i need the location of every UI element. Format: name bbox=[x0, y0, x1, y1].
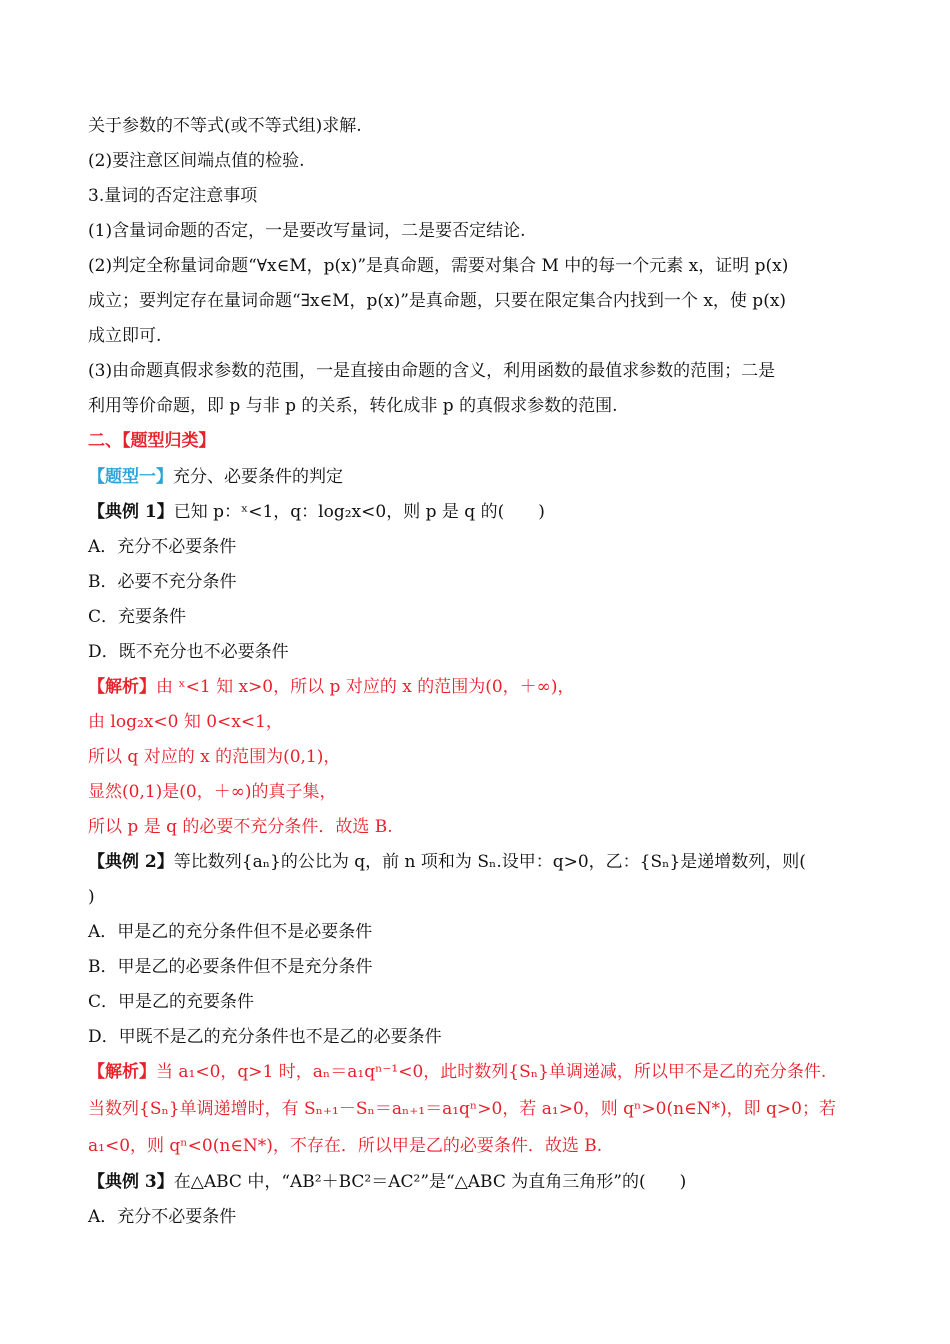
solution-line: 当数列{Sₙ}单调递增时，有 Sₙ₊₁－Sₙ＝aₙ₊₁＝a₁qⁿ>0，若 a₁>0，则 qⁿ>0(n∈N*)，即 q>0；若 bbox=[88, 1099, 836, 1119]
option-d: D．甲既不是乙的充分条件也不是乙的必要条件 bbox=[88, 1027, 442, 1047]
example-tag: 【典例 2】 bbox=[88, 852, 174, 872]
solution-line: 由 log₂x<0 知 0<x<1， bbox=[88, 712, 283, 732]
text-line: (1)含量词命题的否定，一是要改写量词，二是要否定结论. bbox=[88, 221, 526, 241]
example-2-stem bbox=[88, 851, 868, 873]
solution-line: 显然(0,1)是(0，＋∞)的真子集， bbox=[88, 782, 337, 802]
option-b: B．甲是乙的必要条件但不是充分条件 bbox=[88, 957, 373, 977]
type-tag: 【题型一】 bbox=[88, 467, 173, 487]
text-line: 成立；要判定存在量词命题“∃x∈M，p(x)”是真命题，只要在限定集合内找到一个 x，使 p(x) bbox=[88, 291, 787, 311]
option-a: A．充分不必要条件 bbox=[88, 1207, 237, 1227]
text-line: (2)要注意区间端点值的检验. bbox=[88, 151, 305, 171]
example-3-stem bbox=[88, 1171, 868, 1193]
solution-line: a₁<0，则 qⁿ<0(n∈N*)，不存在．所以甲是乙的必要条件．故选 B. bbox=[88, 1136, 603, 1156]
option-c: C．充要条件 bbox=[88, 607, 187, 627]
example-2-stem-cont: ) bbox=[88, 887, 95, 907]
option-d: D．既不充分也不必要条件 bbox=[88, 642, 289, 662]
example-stem-text: 等比数列{aₙ}的公比为 q，前 n 项和为 Sₙ.设甲：q>0，乙：{Sₙ}是递增数列，则( bbox=[173, 852, 806, 872]
example-1-stem bbox=[88, 501, 868, 523]
example-tag: 【典例 1】 bbox=[88, 502, 174, 522]
example-stem-text: 已知 p：ˣ<1，q：log₂x<0，则 p 是 q 的( ) bbox=[173, 502, 545, 522]
text-line: 利用等价命题，即 p 与非 p 的关系，转化成非 p 的真假求参数的范围. bbox=[88, 396, 618, 416]
type-text: 充分、必要条件的判定 bbox=[173, 467, 343, 487]
option-c: C．甲是乙的充要条件 bbox=[88, 992, 255, 1012]
type-heading bbox=[88, 466, 868, 488]
solution-line: 所以 q 对应的 x 的范围为(0,1)， bbox=[88, 747, 341, 767]
solution-tag: 【解析】 bbox=[88, 1062, 156, 1082]
example-tag: 【典例 3】 bbox=[88, 1172, 174, 1192]
text-line: (2)判定全称量词命题“∀x∈M，p(x)”是真命题，需要对集合 M 中的每一个元素 x，证明 p(x) bbox=[88, 256, 789, 276]
section-title: 二、【题型归类】 bbox=[88, 431, 216, 451]
solution-line bbox=[88, 1061, 868, 1083]
text-line: 成立即可. bbox=[88, 326, 162, 346]
text-line: 关于参数的不等式(或不等式组)求解. bbox=[88, 116, 362, 136]
option-a: A．充分不必要条件 bbox=[88, 537, 237, 557]
example-stem-text: 在△ABC 中，“AB²＋BC²＝AC²”是“△ABC 为直角三角形”的( ) bbox=[173, 1172, 687, 1192]
text-line: (3)由命题真假求参数的范围，一是直接由命题的含义，利用函数的最值求参数的范围；二是 bbox=[88, 361, 776, 381]
solution-tag: 【解析】 bbox=[88, 677, 156, 697]
option-a: A．甲是乙的充分条件但不是必要条件 bbox=[88, 922, 373, 942]
option-b: B．必要不充分条件 bbox=[88, 572, 237, 592]
text-line: 3.量词的否定注意事项 bbox=[88, 186, 258, 206]
solution-line: 所以 p 是 q 的必要不充分条件．故选 B. bbox=[88, 817, 393, 837]
solution-line bbox=[88, 676, 868, 698]
solution-text: 由 ˣ<1 知 x>0，所以 p 对应的 x 的范围为(0，＋∞)， bbox=[156, 677, 575, 697]
solution-text: 当 a₁<0，q>1 时，aₙ＝a₁qⁿ⁻¹<0，此时数列{Sₙ}单调递减，所以甲不是乙的充分条件. bbox=[156, 1062, 827, 1082]
